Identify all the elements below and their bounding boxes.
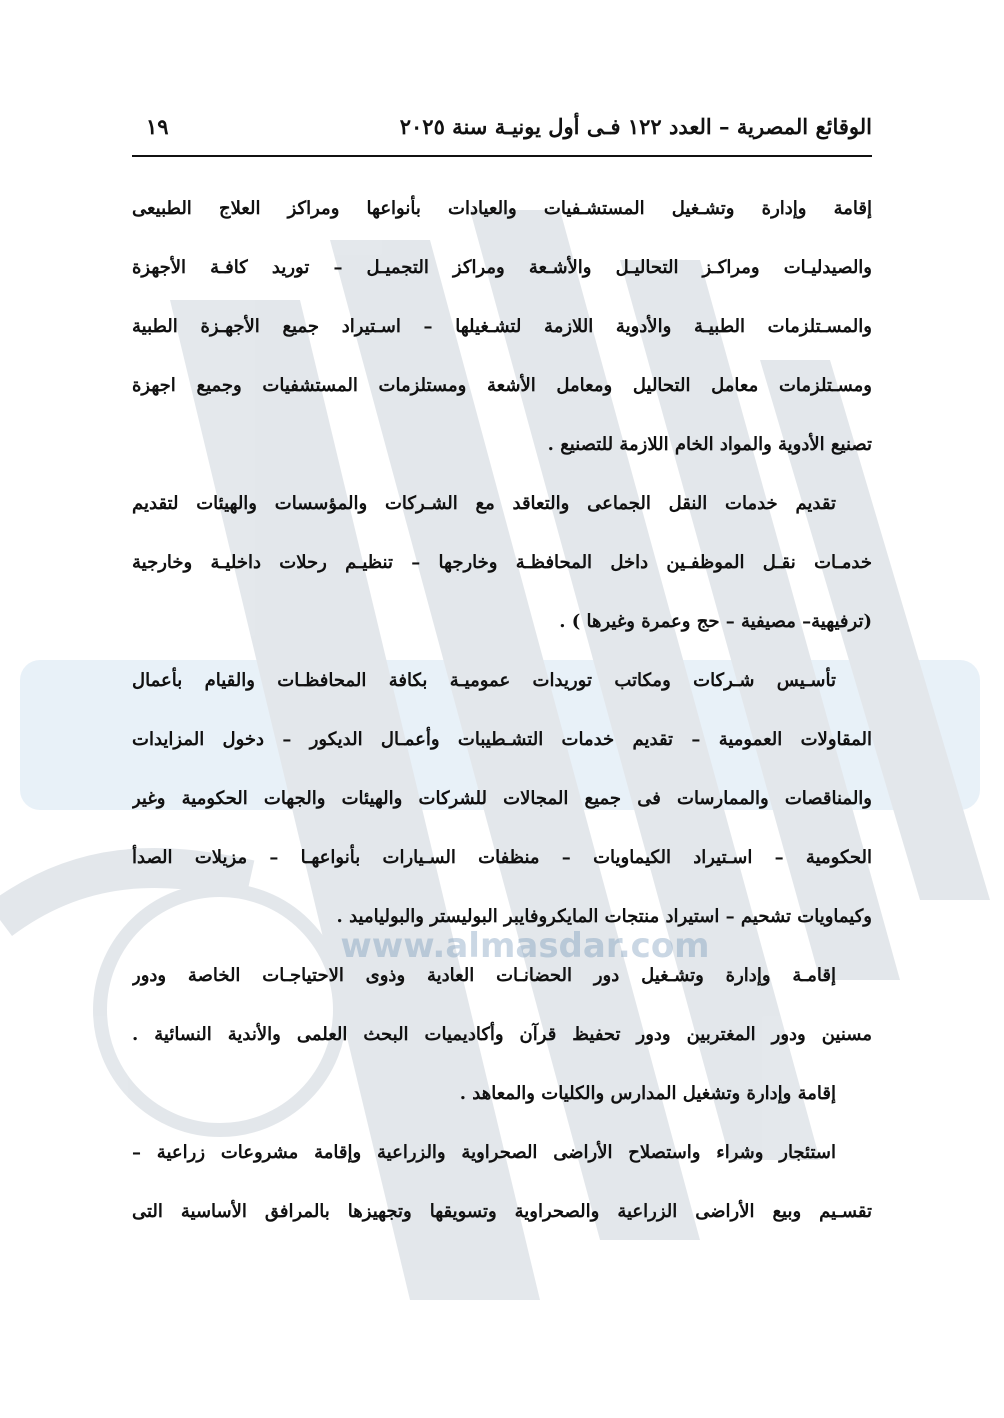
text-line: إقامـة وإدارة وتشـغيل دور الحضانـات العادية وذوى الاحتياجـات الخاصة ودور: [132, 965, 836, 986]
text-line: تقديم خدمات النقل الجماعى والتعاقد مع الشـركات والمؤسسات والهيئات لتقديم: [132, 493, 837, 514]
header-title: الوقائع المصرية – العدد ١٢٢ فـى أول يونيـة سنة ٢٠٢٥: [399, 114, 872, 139]
page-header: [132, 108, 872, 152]
text-line: مسنين ودور المغتربين ودور تحفيظ قرآن وأكاديميات البحث العلمى والأندية النسائية .: [132, 1024, 872, 1045]
text-line: الحكومية – اسـتيراد الكيماويات – منظفات السـيارات بأنواعهـا – مزيلات الصدأ: [132, 847, 872, 868]
body-text: [132, 184, 872, 1246]
header-divider: [132, 155, 872, 157]
text-line: تأسـيس شـركات ومكاتب توريدات عموميـة بكافة المحافظـات والقيام بأعمال: [132, 670, 836, 691]
page-number: ١٩: [146, 114, 169, 139]
text-line: ومسـتلزمات معامل التحاليل ومعامل الأشعة ومستلزمات المستشفيات وجميع اجهزة: [132, 375, 872, 396]
text-line: (ترفيهية– مصيفية – حج وعمرة وغيرها ) .: [559, 611, 872, 632]
text-line: والمناقصات والممارسات فى جميع المجالات للشركات والهيئات والجهات الحكومية وغير: [132, 788, 872, 809]
text-line: والمسـتلزمات الطبيـة والأدوية اللازمة لتشـغيلها – اسـتيراد جميع الأجهـزة الطبية: [132, 316, 872, 337]
text-line: إقامة وإدارة وتشغيل المدارس والكليات والمعاهد .: [459, 1083, 836, 1104]
text-line: خدمـات نقـل الموظفـين داخل المحافظـة وخارجها – تنظيـم رحلات داخليـة وخارجية: [132, 552, 872, 573]
watermark-site: www.almasdar.com: [340, 926, 710, 966]
text-line: تصنيع الأدوية والمواد الخام اللازمة للتصنيع .: [547, 434, 872, 455]
text-line: وكيماويات تشحيم – استيراد منتجات المايكروفايبر البوليستر والبولياميد .: [336, 906, 872, 927]
text-line: إقامة وإدارة وتشـغيل المستشـفيات والعيادات بأنواعها ومراكز العلاج الطبيعى: [132, 198, 872, 219]
text-line: المقاولات العمومية – تقديم خدمات التشـطيبات وأعمـال الديكور – دخول المزايدات: [132, 729, 872, 750]
text-line: تقسـيم وبيع الأراضى الزراعية والصحراوية وتسويقها وتجهيزها بالمرافق الأساسية التى: [132, 1201, 872, 1222]
text-line: والصيدليـات ومراكـز التحاليـل والأشـعة ومراكز التجميـل – توريد كافـة الأجهزة: [132, 257, 872, 278]
text-line: استئجار وشراء واستصلاح الأراضى الصحراوية والزراعية وإقامة مشروعات زراعية –: [132, 1142, 836, 1163]
